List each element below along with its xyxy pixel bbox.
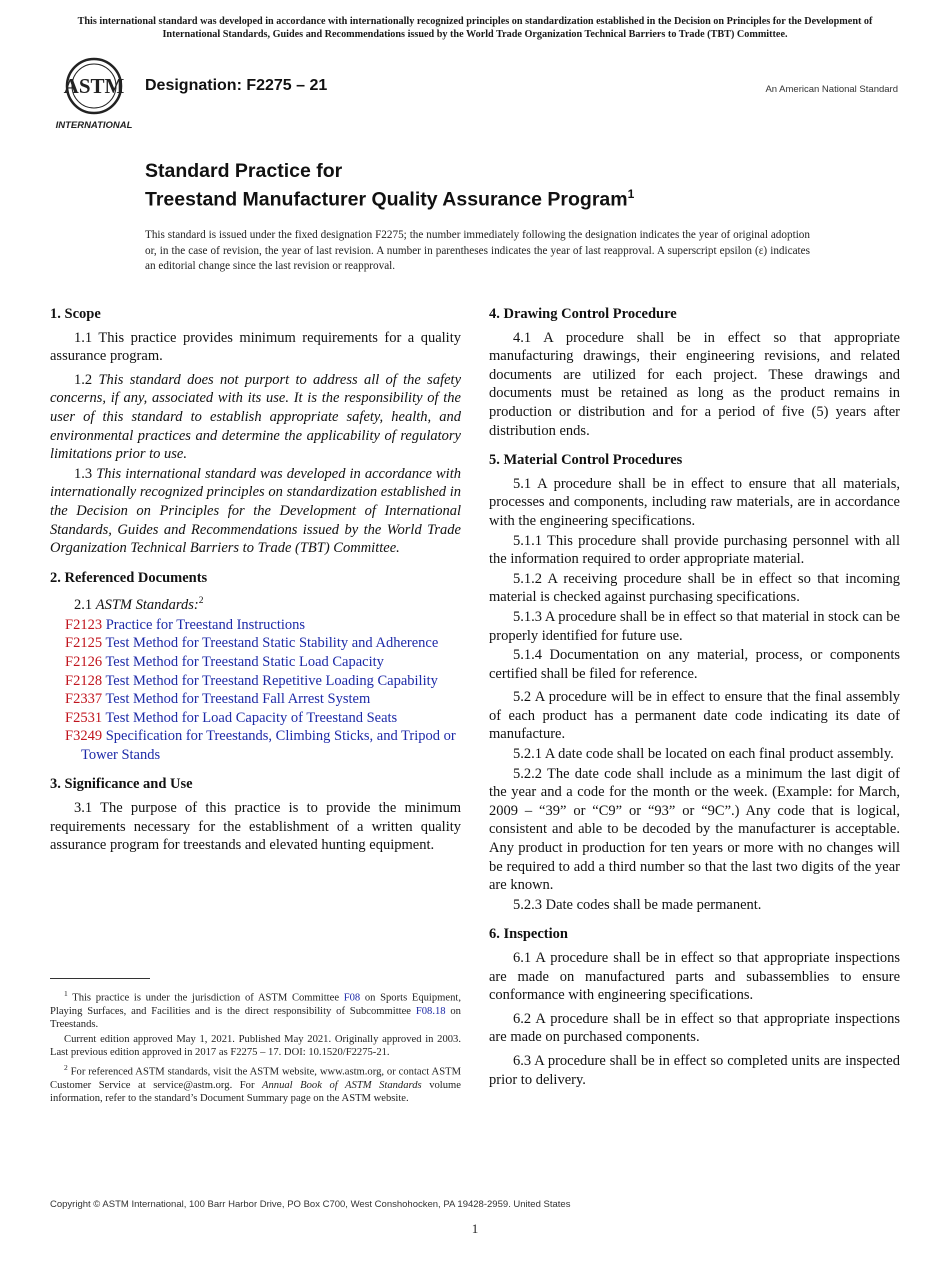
paragraph-5-1-1: 5.1.1 This procedure shall provide purchasing personnel with all the information required to order appropriate material. [489, 532, 900, 568]
issue-note: This standard is issued under the fixed designation F2275; the number immediately following the designation indicates the year of original adoption or, in the case of revision, the year of last revision. A number in parentheses indicates the year of last reapproval. A superscript epsilon (ε) indicates an editorial change since the last revision or reapproval. [145, 229, 810, 273]
section-heading: 5. Material Control Procedures [489, 452, 683, 469]
svg-text:ASTM: ASTM [63, 74, 125, 98]
section-significance [50, 775, 461, 854]
section-material-control [489, 451, 900, 914]
paragraph-4-1: 4.1 A procedure shall be in effect so that appropriate manufacturing drawings, their engineering revisions, and related documents are utilized for each project. These drawings and documents must be retained as long as the product remains in production or distribution and for a period of five (5) years after distribution ends. [489, 329, 900, 439]
paragraph-6-1: 6.1 A procedure shall be in effect so that appropriate inspections are made on manufactured parts and subassemblies to ensure conformance with engineering specifications. [489, 950, 900, 1004]
standard-notice: This international standard was developed in accordance with internationally recognized principles on standardization established in the Decision on Principles for the Development of International Standards, Guides and Recommendations issued by the World Trade Organization Technical Barriers to Trade (TBT) Committee. [77, 16, 873, 40]
paragraph-5-1-2: 5.1.2 A receiving procedure shall be in effect so that incoming material is checked against purchasing specifications. [489, 570, 900, 606]
page-number: 1 [471, 1221, 479, 1236]
title-line-2: Treestand Manufacturer Quality Assurance Program$^1$ [145, 187, 635, 211]
footnote-rule [50, 978, 150, 979]
paragraph-1-1: 1.1 This practice provides minimum requirements for a quality assurance program. [50, 329, 461, 365]
section-inspection [489, 925, 900, 1089]
section-heading: 6. Inspection [489, 926, 568, 943]
ref-item[interactable]: F3249 Specification for Treestands, Climbing Sticks, and Tripod or Tower Stands [65, 728, 456, 763]
title-line-1: Standard Practice for [145, 160, 343, 182]
paragraph-1-3: 1.3 This international standard was developed in accordance with internationally recognized principles on standardization established in the Decision on Principles for the Development of International Standards, Guides and Recommendations issued by the World Trade Organization Technical Barriers to Trade (TBT) Committee. [50, 465, 461, 557]
paragraph-5-2-2: 5.2.2 The date code shall include as a minimum the last digit of the year and a code for the month or the week. (Example: for March, 2009 – “39” or “C9” or “93” or “9C”.) Any code that is logical, consistent and able to be decoded by the manufacturer is acceptable. Any product in production for ten years or more with no changes will be required to add a third number so that the last two digits of the year are known. [489, 765, 900, 894]
footnotes [50, 987, 461, 1106]
footnote-edition: Current edition approved May 1, 2021. Published May 2021. Originally approved in 2003. Last previous edition approved in 2017 as F2275 – 17. DOI: 10.1520/F2275-21. [50, 1033, 461, 1059]
section-scope [50, 305, 461, 558]
footnote-2: $^2$ For referenced ASTM standards, visit the ASTM website, www.astm.org, or contact ASTM Customer Service at service@astm.org. For Annual Book of ASTM Standards volume information, refer to the standard’s Document Summary page on the ASTM website. [50, 1062, 461, 1104]
ref-item[interactable]: F2531 Test Method for Load Capacity of Treestand Seats [65, 709, 398, 726]
national-standard-label: An American National Standard [765, 84, 898, 95]
ref-item[interactable]: F2123 Practice for Treestand Instructions [65, 616, 306, 633]
title-footnote-mark: 1 [627, 187, 635, 201]
ref-item[interactable]: F2337 Test Method for Treestand Fall Arrest System [65, 691, 371, 708]
svg-text:INTERNATIONAL: INTERNATIONAL [55, 120, 133, 131]
ref-item[interactable]: F2128 Test Method for Treestand Repetitive Loading Capability [65, 672, 438, 689]
paragraph-5-1-3: 5.1.3 A procedure shall be in effect so that material in stock can be properly identified for future use. [489, 608, 900, 644]
ref-item[interactable]: F2125 Test Method for Treestand Static Stability and Adherence [65, 635, 439, 652]
section-heading: 2. Referenced Documents [50, 569, 208, 586]
paragraph-6-3: 6.3 A procedure shall be in effect so completed units are inspected prior to delivery. [489, 1052, 900, 1088]
copyright: Copyright © ASTM International, 100 Barr Harbor Drive, PO Box C700, West Conshohocken, PA 19428-2959. United States [50, 1199, 571, 1210]
section-heading: 1. Scope [50, 306, 101, 322]
paragraph-5-2-1: 5.2.1 A date code shall be located on each final product assembly. [513, 746, 894, 763]
paragraph-5-1: 5.1 A procedure shall be in effect to ensure that all materials, processes and components, including raw materials, are in accordance with the engineering specifications. [489, 475, 900, 529]
committee-link[interactable]: F08 [343, 992, 361, 1004]
paragraph-2-1: 2.1 ASTM Standards:$^2$ [74, 596, 204, 614]
astm-logo [54, 56, 134, 132]
paragraph-1-2: 1.2 This standard does not purport to address all of the safety concerns, if any, associated with its use. It is the responsibility of the user of this standard to establish appropriate safety, health, and environmental practices and determine the applicability of regulatory limitations prior to use. [50, 371, 462, 463]
section-drawing-control [489, 305, 900, 440]
section-heading: 3. Significance and Use [50, 776, 193, 793]
footnote-1: $^1$ This practice is under the jurisdiction of ASTM Committee F08 on Sports Equipment, Playing Surfaces, and Facilities and is the direct responsibility of Subcommittee F08.18 on Treestands. [50, 989, 461, 1031]
paragraph-5-2: 5.2 A procedure will be in effect to ensure that the final assembly of each product has a permanent date code indicating its date of manufacture. [489, 689, 900, 743]
left-column [50, 305, 461, 866]
paragraph-5-2-3: 5.2.3 Date codes shall be made permanent. [513, 896, 762, 913]
designation: Designation: F2275 – 21 [145, 77, 328, 94]
section-referenced-documents [50, 569, 461, 765]
subcommittee-link[interactable]: F08.18 [415, 1005, 446, 1017]
ref-item[interactable]: F2126 Test Method for Treestand Static Load Capacity [65, 653, 384, 670]
section-heading: 4. Drawing Control Procedure [489, 306, 677, 322]
paragraph-6-2: 6.2 A procedure shall be in effect so that appropriate inspections are made on purchased components. [489, 1010, 900, 1046]
paragraph-3-1: 3.1 The purpose of this practice is to provide the minimum requirements necessary for the establishment of a written quality assurance program for treestands and elevated hunting equipment. [50, 800, 461, 854]
right-column [489, 305, 900, 1100]
paragraph-5-1-4: 5.1.4 Documentation on any material, process, or components certified shall be filed for reference. [489, 647, 900, 682]
